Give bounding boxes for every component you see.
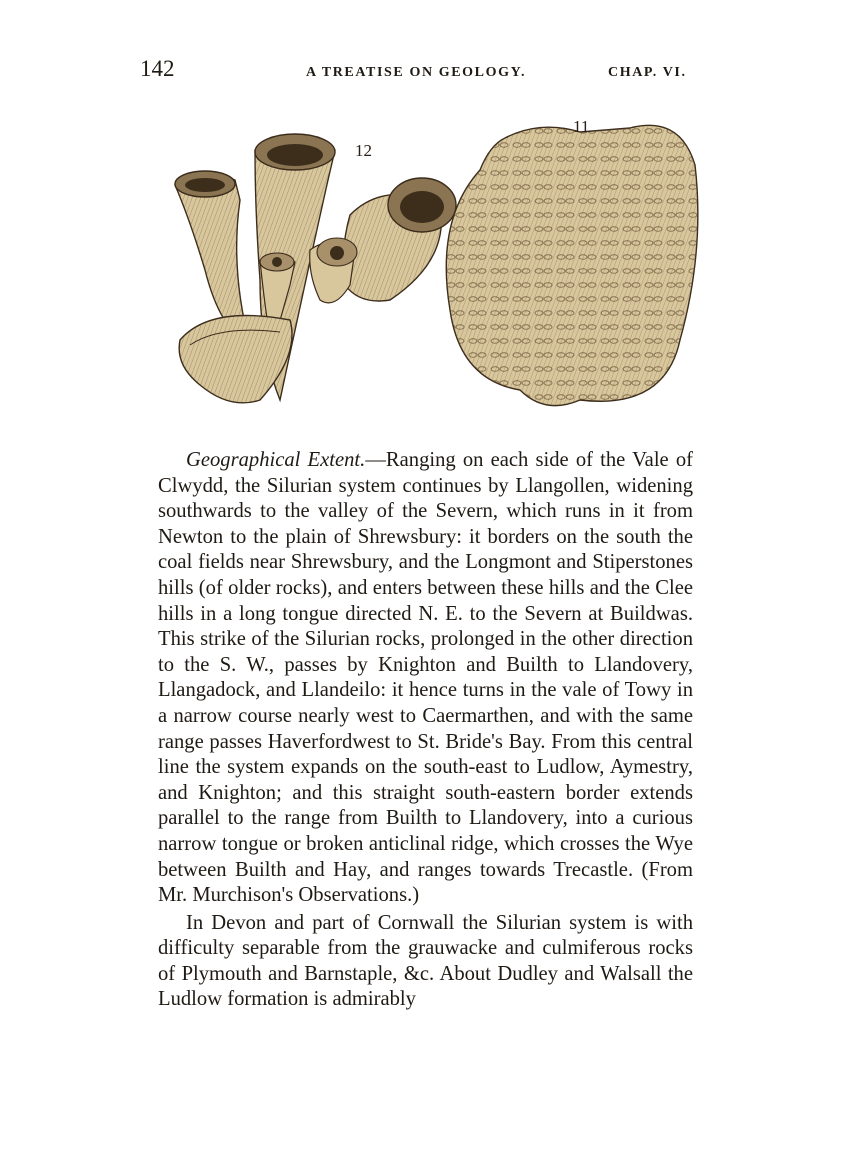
- chain-coral-figure: [446, 117, 698, 406]
- paragraph-text: —Ranging on each side of the Vale of Clwydd, the Silurian system continues by Llangollen, widening southwards to the valley of the Severn, which runs in it from Newton to the plain of Shrewsbury: it borders on the south the coal fields near Shrewsbury, and the Longmont and Stiperstones hills (of older rocks), and enters between these hills and the Clee hills in a long tongue directed N. E. to the Severn at Buildwas. This strike of the Silurian rocks, prolonged in the other direction to the S. W., passes by Knighton and Builth to Llandovery, Llangadock, and Llandeilo: it hence turns in the vale of Towy in a narrow course nearly west to Caermarthen, and with the same range passes Haverfordwest to St. Bride's Bay. From this central line the system expands on the south-east to Ludlow, Aymestry, and Knighton; and this straight south-eastern border extends parallel to the range from Builth to Llandovery, into a curious narrow tongue or broken anticlinal ridge, which crosses the Wye between Builth and Hay, and ranges towards Trecastle. (From Mr. Murchison's Observations.): [158, 449, 693, 907]
- page-number: 142: [140, 56, 175, 81]
- page-header: [140, 56, 700, 86]
- running-title: A TREATISE ON GEOLOGY.: [306, 65, 527, 80]
- cup-coral-figure: [175, 134, 456, 403]
- figure-12-label: 12: [355, 141, 372, 160]
- fossil-illustrations: [160, 110, 705, 420]
- paragraph-devon: In Devon and part of Cornwall the Silurian system is with difficulty separable from the grauwacke and culmiferous rocks of Plymouth and Barnstaple, &c. About Dudley and Walsall the Ludlow formation is admirably: [158, 911, 693, 1011]
- paragraph-geographical-extent: [158, 448, 693, 909]
- paragraph-heading: Geographical Extent.: [186, 449, 366, 471]
- figure-11-label: 11: [573, 117, 590, 136]
- chapter-label: CHAP. VI.: [608, 65, 687, 80]
- body-text: [158, 448, 693, 1013]
